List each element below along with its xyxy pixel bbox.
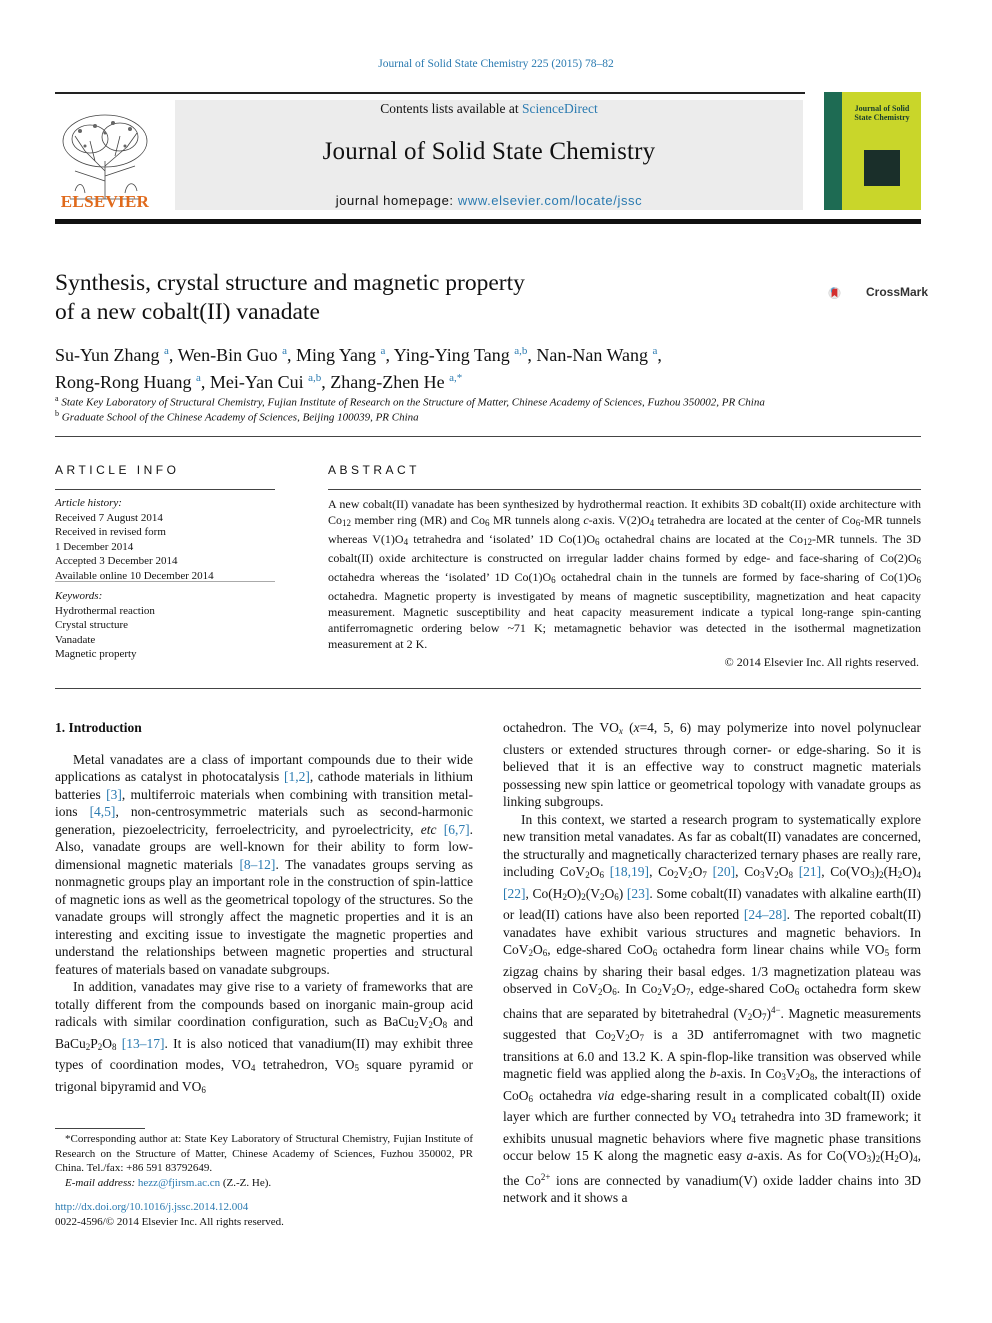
section-divider <box>55 688 921 689</box>
history-label: Article history: <box>55 497 122 509</box>
doi-block <box>55 1200 284 1230</box>
email-line: E-mail address: hezz@fjirsm.ac.cn (Z.-Z. He). <box>65 1176 272 1189</box>
keywords-label: Keywords: <box>55 590 103 602</box>
history-item: Available online 10 December 2014 <box>55 569 214 582</box>
paragraph: Metal vanadates are a class of important compounds due to their wide applications as catalyst in photocatalysis [1,2], cathode materials in lithium batteries [3], multiferroic materials when combining with transition metal-ions [4,5], non-centrosymmetric materials such as second-harmonic generation, piezoelectricity, ferroelectricity, and pyroelectricity, etc [6,7]. Also, vanadate groups are well-known for their ability to form low-dimensional magnetic materials [8–12]. The vanadates groups serving as nonmagnetic groups play an important role in the construction of spin-lattice of magnetic ions as well as the geometrical topology of the structures. So the vanadate groups will strongly affect the magnetic properties and it is an interesting and exciting issue to investigate the magnetic properties and understand the relationships between magnetic properties and structural features of materials based on vanadate subgroups. <box>55 751 473 977</box>
abstract-rule <box>328 489 921 490</box>
abstract-copyright: © 2014 Elsevier Inc. All rights reserved. <box>724 655 919 669</box>
paragraph: octahedron. The $VO_x$ (x=4, 5, 6) may polymerize into novel polynuclear clusters or extended structures through corner- or edge-sharing. So it is believed that it is an effective way to construct magnetic materials possessing new spin lattice or geometrical topology with vanadate groups as linking subgroups. <box>503 720 921 809</box>
cover-strip <box>824 92 842 210</box>
history-item: Accepted 3 December 2014 <box>55 555 178 567</box>
author[interactable]: Su-Yun Zhang $^a$ <box>55 345 169 365</box>
crossmark-label[interactable]: CrossMark <box>866 285 929 299</box>
contents-prefix: Contents lists available at <box>380 101 522 116</box>
history-item: 1 December 2014 <box>55 540 134 553</box>
title-line-1: Synthesis, crystal structure and magnetic property <box>55 270 525 296</box>
journal-reference[interactable]: Journal of Solid State Chemistry 225 (2015) 78–82 <box>378 58 614 70</box>
homepage-link[interactable]: www.elsevier.com/locate/jssc <box>457 193 643 208</box>
body-column-right <box>503 719 921 1207</box>
author-list: Su-Yun Zhang $^a$, Wen-Bin Guo $^a$, Ming Yang $^a$, Ying-Ying Tang $^{a,b}$, Nan-Nan Wang $^a$, Rong-Rong Huang $^a$, Mei-Yan Cui $^{a,b}$, Zhang-Zhen He $^{a,*}$ <box>55 345 662 392</box>
abstract-heading: ABSTRACT <box>328 463 421 477</box>
elsevier-wordmark: ELSEVIER <box>60 192 150 211</box>
author[interactable]: Ying-Ying Tang $^{a,b}$ <box>393 345 528 365</box>
corresponding-author-note: *Corresponding author at: State Key Laboratory of Structural Chemistry, Fujian Institute of Research on the Structure of Matter, Chinese Academy of Sciences, Fuzhou 350002, PR China. Tel./fax: +86 591 83792649. <box>55 1133 473 1174</box>
affiliation-b: $^b$ Graduate School of the Chinese Academy of Sciences, Beijing 100039, PR China <box>55 409 419 424</box>
footnote-rule <box>55 1128 145 1129</box>
journal-cover[interactable] <box>824 92 921 210</box>
author[interactable]: Rong-Rong Huang $^a$ <box>55 372 201 392</box>
info-subrule <box>55 581 275 582</box>
article-info-rule <box>55 489 275 490</box>
title-line-2: of a new cobalt(II) vanadate <box>55 299 320 325</box>
footnote <box>55 1132 473 1190</box>
keyword: Hydrothermal reaction <box>55 604 155 617</box>
journal-homepage <box>175 193 803 208</box>
email-link[interactable]: hezz@fjirsm.ac.cn <box>137 1176 221 1189</box>
article-history <box>55 496 285 583</box>
author[interactable]: Nan-Nan Wang $^a$ <box>536 345 658 365</box>
body-column-left <box>55 719 473 1099</box>
cover-image <box>864 150 900 186</box>
affiliation-a: $^a$ State Key Laboratory of Structural Chemistry, Fujian Institute of Research on the Structure of Matter, Chinese Academy of Sciences, Fuzhou 350002, PR China <box>55 394 765 409</box>
author[interactable]: Zhang-Zhen He $^{a,*}$ <box>330 372 463 392</box>
header-bottom-rule <box>55 219 921 224</box>
abstract-text: A new cobalt(II) vanadate has been synthesized by hydrothermal reaction. It exhibits 3D cobalt(II) oxide architecture with $Co_{12}$ member ring (MR) and $Co_6$ MR tunnels along c-axis. $V(2)O_4$ tetrahedra are located at the center of $Co_6-MR$ tunnels whereas $V(1)O_4$ tetrahedra and ‘isolated’ 1D $Co(1)O_6$ octahedral chains are located at the $Co_{12}-MR$ tunnels. The 3D cobalt(II) oxide architecture is constructed on irregular ladder chains formed by edge- and face-sharing of $Co(2)O_6$ octahedra whereas the ‘isolated’ 1D $Co(1)O_6$ octahedral chain in the tunnels are formed by face-sharing of $Co(1)O_6$ octahedra. Magnetic property is investigated by means of magnetic susceptibility, magnetization and heat capacity measurement. Magnetic susceptibility and heat capacity measurement indicate a typical long-range spin-canting antiferromagnetic ordering below ~71 K; metamagnetic behavior was detected in the isothermal magnetization measurement at 2 K. <box>328 497 922 651</box>
header-top-rule <box>55 92 805 94</box>
homepage-prefix: journal homepage: <box>335 193 458 208</box>
author[interactable]: Mei-Yan Cui $^{a,b}$ <box>209 372 322 392</box>
article-title <box>55 269 755 327</box>
doi-link[interactable]: http://dx.doi.org/10.1016/j.jssc.2014.12.004 <box>55 1201 249 1213</box>
crossmark-icon[interactable] <box>828 275 864 311</box>
cover-title: Journal of Solid State Chemistry <box>854 104 910 122</box>
author[interactable]: Ming Yang $^a$ <box>296 345 386 365</box>
author[interactable]: Wen-Bin Guo $^a$ <box>177 345 288 365</box>
paragraph: In addition, vanadates may give rise to a variety of frameworks that are totally different from the compounds based on inorganic main-group acid radicals with similar coordination configuration, such as $BaCu_2V_2O_8$ and $BaCu_2P_2O_8$ [13–17]. It is also noticed that vanadium(II) may exhibit three types of coordination modes, $VO_4$ tetrahedron, $VO_5$ square pyramid or trigonal bipyramid and $VO_6$ <box>55 979 474 1095</box>
history-item: Received 7 August 2014 <box>55 511 163 524</box>
keywords <box>55 589 285 662</box>
journal-title: Journal of Solid State Chemistry <box>322 138 656 165</box>
keyword: Crystal structure <box>55 619 129 631</box>
article-info-heading: ARTICLE INFO <box>55 463 180 477</box>
contents-line <box>175 101 803 117</box>
intro-heading: 1. Introduction <box>55 720 142 735</box>
paragraph: In this context, we started a research program to systematically explore new transition metal vanadates. As far as cobalt(II) vanadates are concerned, the structurally and magnetically characterized ternary phases are really rare, including $CoV_2O_6$ [18,19], $Co_2V_2O_7$ [20], $Co_3V_2O_8$ [21], $Co(VO_3)_2(H_2O)_4$ [22], $Co(H_2O)_2(V_2O_6)$ [23]. Some cobalt(II) vanadates with alkaline earth(II) or lead(II) cations have also been reported [24–28]. The reported cobalt(II) vanadates have exhibit various structures and magnetic behaviors. In $CoV_2O_6$, edge-shared CoO$_6$ octahedra form linear chains while $VO_5$ form zigzag chains by sharing their basal edges. 1/3 magnetization plateau was observed in $CoV_2O_6$. In $Co_2V_2O_7$, edge-shared CoO$_6$ octahedra form skew chains that are separated by bitetrahedral $(V_2O_7)^{4-}$. Magnetic measurements suggested that $Co_2V_2O_7$ is a 3D antiferromagnet with two magnetic transitions at 6.0 and 13.2 K. A spin-flop-like transition was observed while magnetic field was applied along the b-axis. In $Co_3V_2O_8$, the interactions of CoO$_6$ octahedra via edge-sharing result in a complicated cobalt(II) oxide layer which are further connected by $VO_4$ tetrahedra into 3D framework; it exhibits unusual magnetic behaviors where five magnetic phase transitions occur below 15 K along the magnetic easy a-axis. As for $Co(VO_3)_2(H_2O)_4$, the $Co^{2+}$ ions are connected by vanadium(V) oxide ladder chains into 3D network and it shows a <box>503 811 922 1205</box>
issn-line: 0022-4596/© 2014 Elsevier Inc. All rights reserved. <box>55 1216 284 1228</box>
keyword: Vanadate <box>55 633 96 646</box>
history-item: Received in revised form <box>55 526 166 538</box>
section-divider <box>55 436 921 437</box>
keyword: Magnetic property <box>55 648 137 660</box>
sciencedirect-link[interactable]: ScienceDirect <box>522 101 598 116</box>
